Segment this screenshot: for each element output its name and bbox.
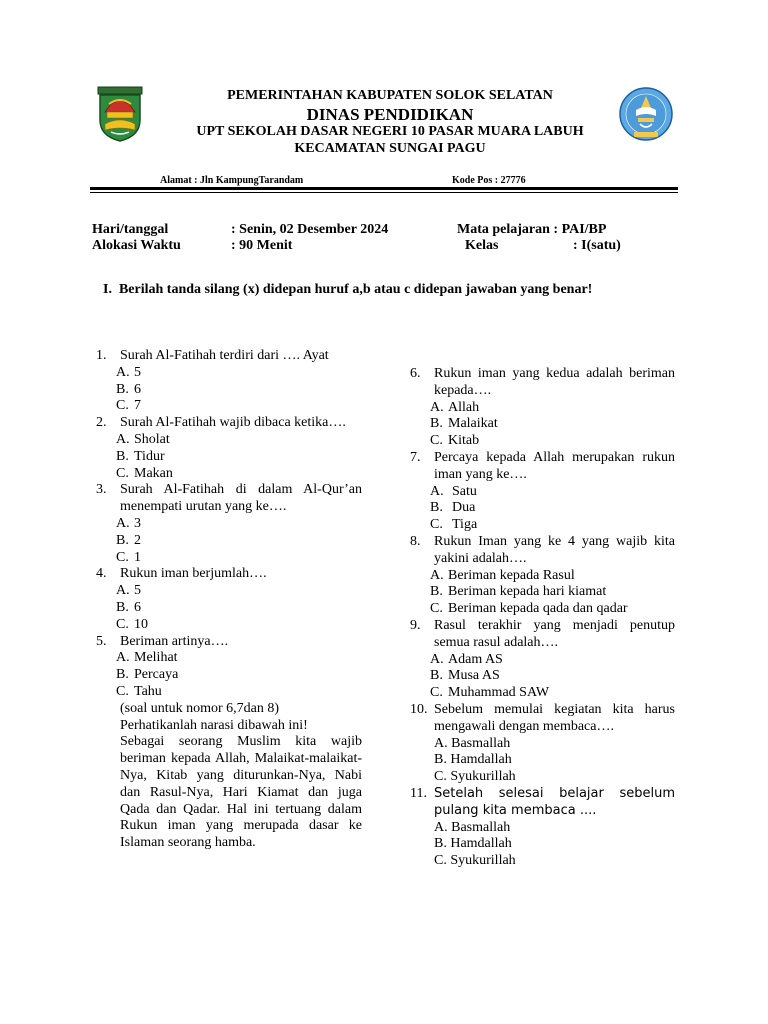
question-4 (96, 566, 362, 583)
option-b (116, 600, 362, 617)
question-11 (410, 786, 675, 820)
question-number: 10. (410, 701, 428, 717)
option-letter: A. (430, 483, 444, 499)
option-c (116, 398, 362, 415)
option-letter: A. (430, 567, 444, 583)
option-text: Adam AS (448, 651, 503, 667)
postal-code: Kode Pos : 27776 (452, 175, 526, 186)
agency-name: DINAS PENDIDIKAN (306, 105, 474, 124)
option-text: 3 (134, 515, 141, 531)
question-text: Rasul terakhir yang menjadi penutup semua rasul adalah…. (434, 617, 675, 650)
option-letter: C. (430, 685, 443, 701)
option-letter: A. (430, 651, 444, 667)
question-text: Setelah selesai belajar sebelum pulang kita membaca .... (434, 785, 675, 818)
option-text: 6 (134, 381, 141, 397)
school-name: UPT SEKOLAH DASAR NEGERI 10 PASAR MUARA LABUH (196, 124, 584, 139)
option-b: B. Hamdallah (434, 836, 512, 852)
question-number: 9. (410, 617, 421, 633)
option-text: Tidur (134, 448, 165, 464)
option-letter: C. (116, 549, 129, 565)
narrative-note: (soal untuk nomor 6,7dan 8) (120, 700, 280, 716)
option-letter: B. (116, 381, 129, 397)
day-label: Hari/tanggal (92, 222, 169, 237)
narrative-text: Sebagai seorang Muslim kita wajib beriman kepada Allah, Malaikat-malaikat-Nya, Kitab yang diturunkan-Nya, Nabi dan Rasul-Nya, Hari Kiamat dan juga Qada dan Qadar. Hal ini tertuang dalam Rukun iman yang merupada dasar ke Islaman seorang hamba. (120, 734, 362, 851)
question-number: 7. (410, 449, 421, 465)
option-a (430, 568, 675, 585)
option-a (116, 516, 362, 533)
option-letter: C. (116, 465, 129, 481)
option-c (430, 601, 675, 618)
option-c (430, 433, 675, 450)
option-b (430, 584, 675, 601)
question-text: Rukun iman yang kedua adalah beriman kepada…. (434, 366, 675, 398)
option-text: Beriman kepada Rasul (448, 567, 575, 583)
option-text: Malaikat (448, 416, 498, 432)
option-text: Dua (452, 500, 476, 516)
question-number: 5. (96, 633, 107, 649)
option-text: 1 (134, 549, 141, 565)
option-letter: B. (116, 599, 129, 615)
class-value: : I(satu) (573, 238, 621, 253)
question-text: Surah Al-Fatihah wajib dibaca ketika…. (120, 415, 346, 431)
question-7 (410, 450, 675, 484)
option-text: Sholat (134, 431, 170, 447)
question-text: Rukun Iman yang ke 4 yang wajib kita yakini adalah…. (434, 533, 675, 566)
option-letter: C. (116, 683, 129, 699)
option-a (116, 583, 362, 600)
option-text: Satu (452, 483, 477, 499)
option-text: Percaya (134, 667, 179, 683)
class-label: Kelas (465, 238, 499, 253)
option-b (430, 668, 675, 685)
option-text: Tahu (134, 683, 162, 699)
option-letter: A. (430, 399, 444, 415)
option-a (116, 365, 362, 382)
option-a (116, 432, 362, 449)
option-text: 7 (134, 398, 141, 414)
question-number: 11. (410, 785, 427, 801)
options-10 (434, 736, 675, 786)
options-2 (116, 432, 362, 482)
option-letter: A. (116, 650, 130, 666)
option-a (430, 400, 675, 417)
option-b (116, 667, 362, 684)
option-letter: C. (116, 616, 129, 632)
question-text: Surah Al-Fatihah di dalam Al-Qur’an menempati urutan yang ke…. (120, 482, 362, 515)
option-b: B. Hamdallah (434, 752, 512, 768)
option-c: C. Syukurillah (434, 769, 516, 785)
question-1 (96, 348, 362, 365)
option-text: Musa AS (448, 668, 500, 684)
option-c (116, 617, 362, 634)
options-5 (116, 650, 362, 700)
question-text: Surah Al-Fatihah terdiri dari …. Ayat (120, 348, 329, 363)
option-letter: B. (430, 668, 443, 684)
option-text: 2 (134, 532, 141, 548)
option-text: Allah (448, 399, 480, 415)
school-address: Alamat : Jln KampungTarandam (160, 175, 304, 186)
instruction-numeral: I. (103, 282, 112, 297)
option-text: Melihat (134, 650, 178, 666)
option-c: C. Syukurillah (434, 853, 516, 869)
option-text: 6 (134, 599, 141, 615)
question-column-left (96, 348, 362, 852)
options-7 (430, 484, 675, 534)
options-4 (116, 583, 362, 633)
option-letter: C. (430, 517, 443, 533)
options-3 (116, 516, 362, 566)
question-3 (96, 482, 362, 516)
option-letter: B. (116, 667, 129, 683)
time-label: Alokasi Waktu (92, 238, 181, 253)
question-number: 8. (410, 533, 421, 549)
option-letter: C. (116, 398, 129, 414)
option-text: Muhammad SAW (448, 685, 550, 701)
question-6 (410, 366, 675, 400)
option-text: Kitab (448, 433, 480, 449)
instruction-text: Berilah tanda silang (x) didepan huruf a,b atau c didepan jawaban yang benar! (118, 282, 593, 297)
options-11 (434, 820, 675, 870)
option-text: Beriman kepada hari kiamat (448, 584, 607, 600)
subject-info: Mata pelajaran : PAI/BP (457, 222, 607, 237)
options-8 (430, 568, 675, 618)
option-text: 5 (134, 364, 141, 380)
header-divider (90, 187, 678, 190)
option-b (116, 449, 362, 466)
option-a (430, 652, 675, 669)
option-text: Tiga (452, 517, 478, 533)
option-letter: C. (430, 433, 443, 449)
option-letter: A. (116, 515, 130, 531)
question-text: Sebelum memulai kegiatan kita harus mengawali dengan membaca…. (434, 701, 675, 734)
district-name: KECAMATAN SUNGAI PAGU (294, 141, 486, 156)
option-c (116, 466, 362, 483)
question-column-right (410, 366, 675, 870)
header-divider-thin (90, 192, 678, 193)
option-b (430, 500, 675, 517)
question-number: 3. (96, 482, 107, 498)
question-5 (96, 634, 362, 651)
option-a: A. Basmallah (434, 819, 511, 835)
question-number: 2. (96, 415, 107, 431)
government-name: PEMERINTAHAN KABUPATEN SOLOK SELATAN (227, 88, 553, 103)
options-1 (116, 365, 362, 415)
option-letter: B. (430, 500, 443, 516)
question-number: 6. (410, 366, 421, 381)
option-c (116, 684, 362, 701)
option-a (116, 650, 362, 667)
option-c (430, 517, 675, 534)
option-letter: A. (116, 583, 130, 599)
options-6 (430, 400, 675, 450)
option-letter: B. (430, 416, 443, 432)
question-8 (410, 534, 675, 568)
question-9 (410, 618, 675, 652)
day-value: : Senin, 02 Desember 2024 (231, 222, 389, 237)
option-a: A. Basmallah (434, 735, 511, 751)
option-b (116, 382, 362, 399)
option-a (430, 484, 675, 501)
option-letter: B. (430, 584, 443, 600)
option-letter: A. (116, 364, 130, 380)
option-letter: C. (430, 601, 443, 617)
time-value: : 90 Menit (231, 238, 293, 253)
question-2 (96, 415, 362, 432)
option-letter: A. (116, 431, 130, 447)
instruction (103, 282, 592, 298)
question-text: Percaya kepada Allah merupakan rukun iman yang ke…. (434, 449, 675, 482)
option-b (430, 416, 675, 433)
option-c (430, 685, 675, 702)
option-letter: B. (116, 532, 129, 548)
option-text: Makan (134, 465, 173, 481)
question-text: Rukun iman berjumlah…. (120, 566, 267, 582)
option-b (116, 533, 362, 550)
question-text: Beriman artinya…. (120, 633, 229, 649)
option-c (116, 550, 362, 567)
option-letter: B. (116, 448, 129, 464)
options-9 (430, 652, 675, 702)
question-number: 1. (96, 348, 107, 363)
question-10 (410, 702, 675, 736)
option-text: Beriman kepada qada dan qadar (448, 601, 628, 617)
option-text: 10 (134, 616, 148, 632)
question-number: 4. (96, 566, 107, 582)
option-text: 5 (134, 583, 141, 599)
narrative-intro: Perhatikanlah narasi dibawah ini! (120, 717, 308, 733)
